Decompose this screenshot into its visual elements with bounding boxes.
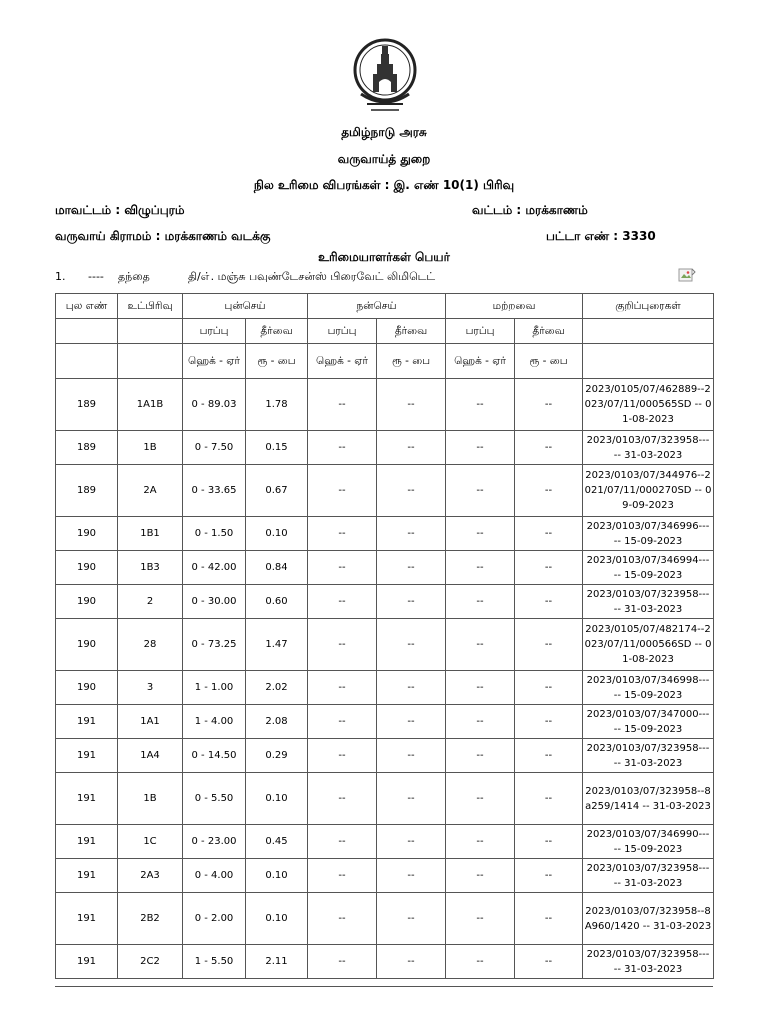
others-area-cell: -- <box>446 893 515 945</box>
subdivision-cell: 2C2 <box>118 945 183 979</box>
header-subdivision: உட்பிரிவு <box>118 294 183 319</box>
others-tax-cell: -- <box>515 431 583 465</box>
nansey-tax-cell: -- <box>377 825 446 859</box>
subdivision-cell: 1B3 <box>118 551 183 585</box>
others-area-cell: -- <box>446 825 515 859</box>
nansey-tax-cell: -- <box>377 517 446 551</box>
remarks-cell: 2023/0103/07/323958--- -- 31-03-2023 <box>583 585 714 619</box>
others-area-cell: -- <box>446 773 515 825</box>
nansey-area-cell: -- <box>308 379 377 431</box>
survey-number-cell: 191 <box>56 773 118 825</box>
survey-number-cell: 191 <box>56 859 118 893</box>
survey-number-cell: 191 <box>56 893 118 945</box>
unit-nansey-area: ஹெக் - ஏர் <box>308 344 377 379</box>
punsey-area-cell: 0 - 1.50 <box>183 517 246 551</box>
punsey-area-cell: 0 - 30.00 <box>183 585 246 619</box>
table-bottom-rule <box>55 986 713 987</box>
subdivision-cell: 1A4 <box>118 739 183 773</box>
subdivision-cell: 1A1B <box>118 379 183 431</box>
table-header-row <box>56 294 714 319</box>
nansey-tax-cell: -- <box>377 671 446 705</box>
header-others-area: பரப்பு <box>446 319 515 344</box>
nansey-tax-cell: -- <box>377 773 446 825</box>
header-punsey-area: பரப்பு <box>183 319 246 344</box>
remarks-cell: 2023/0103/07/346994--- -- 15-09-2023 <box>583 551 714 585</box>
header-nansey-area: பரப்பு <box>308 319 377 344</box>
table-row <box>56 773 714 825</box>
header-nansey: நன்செய் <box>308 294 446 319</box>
remarks-cell: 2023/0103/07/346996--- -- 15-09-2023 <box>583 517 714 551</box>
table-row <box>56 705 714 739</box>
nansey-tax-cell: -- <box>377 859 446 893</box>
remarks-cell: 2023/0103/07/323958--- -- 31-03-2023 <box>583 859 714 893</box>
punsey-area-cell: 0 - 2.00 <box>183 893 246 945</box>
remarks-cell: 2023/0103/07/323958--- -- 31-03-2023 <box>583 739 714 773</box>
nansey-area-cell: -- <box>308 465 377 517</box>
nansey-area-cell: -- <box>308 893 377 945</box>
empty-cell <box>56 344 118 379</box>
punsey-area-cell: 0 - 89.03 <box>183 379 246 431</box>
others-area-cell: -- <box>446 945 515 979</box>
others-tax-cell: -- <box>515 619 583 671</box>
nansey-tax-cell: -- <box>377 739 446 773</box>
punsey-area-cell: 1 - 5.50 <box>183 945 246 979</box>
remarks-cell: 2023/0103/07/346998--- -- 15-09-2023 <box>583 671 714 705</box>
nansey-area-cell: -- <box>308 705 377 739</box>
punsey-tax-cell: 2.02 <box>246 671 308 705</box>
punsey-tax-cell: 0.10 <box>246 773 308 825</box>
others-tax-cell: -- <box>515 517 583 551</box>
punsey-area-cell: 0 - 7.50 <box>183 431 246 465</box>
table-row <box>56 825 714 859</box>
nansey-area-cell: -- <box>308 945 377 979</box>
table-row <box>56 431 714 465</box>
survey-number-cell: 191 <box>56 945 118 979</box>
nansey-tax-cell: -- <box>377 619 446 671</box>
punsey-tax-cell: 2.11 <box>246 945 308 979</box>
punsey-area-cell: 0 - 5.50 <box>183 773 246 825</box>
header-survey-number: புல எண் <box>56 294 118 319</box>
government-heading: தமிழ்நாடு அரசு <box>341 125 427 139</box>
patta-number-label: பட்டா எண் : 3330 <box>546 229 656 243</box>
broken-image-icon <box>678 268 696 284</box>
remarks-cell: 2023/0103/07/323958--8a259/1414 -- 31-03-2023 <box>583 773 714 825</box>
document-title: நில உரிமை விபரங்கள் : இ. எண் 10(1) பிரிவு <box>253 178 515 192</box>
nansey-tax-cell: -- <box>377 705 446 739</box>
punsey-tax-cell: 0.15 <box>246 431 308 465</box>
others-area-cell: -- <box>446 739 515 773</box>
punsey-area-cell: 1 - 1.00 <box>183 671 246 705</box>
nansey-area-cell: -- <box>308 825 377 859</box>
table-row <box>56 859 714 893</box>
others-area-cell: -- <box>446 465 515 517</box>
tamil-nadu-emblem-logo <box>351 34 419 120</box>
header-punsey-tax: தீர்வை <box>246 319 308 344</box>
table-row <box>56 379 714 431</box>
table-row <box>56 465 714 517</box>
others-tax-cell: -- <box>515 465 583 517</box>
others-area-cell: -- <box>446 619 515 671</box>
table-row <box>56 517 714 551</box>
others-tax-cell: -- <box>515 379 583 431</box>
others-area-cell: -- <box>446 705 515 739</box>
others-area-cell: -- <box>446 671 515 705</box>
others-area-cell: -- <box>446 379 515 431</box>
nansey-tax-cell: -- <box>377 465 446 517</box>
punsey-tax-cell: 0.10 <box>246 517 308 551</box>
empty-cell <box>583 319 714 344</box>
nansey-area-cell: -- <box>308 739 377 773</box>
land-records-table <box>55 293 714 979</box>
survey-number-cell: 190 <box>56 517 118 551</box>
district-label: மாவட்டம் : விழுப்புரம் <box>55 203 185 217</box>
punsey-area-cell: 0 - 33.65 <box>183 465 246 517</box>
empty-cell <box>118 344 183 379</box>
table-row <box>56 671 714 705</box>
owner-dash: ---- <box>88 270 104 283</box>
unit-others-tax: ரூ - பை <box>515 344 583 379</box>
survey-number-cell: 190 <box>56 619 118 671</box>
nansey-area-cell: -- <box>308 431 377 465</box>
nansey-tax-cell: -- <box>377 585 446 619</box>
table-subheader-row <box>56 319 714 344</box>
remarks-cell: 2023/0103/07/346990--- -- 15-09-2023 <box>583 825 714 859</box>
subdivision-cell: 3 <box>118 671 183 705</box>
others-tax-cell: -- <box>515 893 583 945</box>
remarks-cell: 2023/0103/07/344976--2021/07/11/000270SD -- 09-09-2023 <box>583 465 714 517</box>
others-area-cell: -- <box>446 859 515 893</box>
remarks-cell: 2023/0105/07/482174--2023/07/11/000566SD -- 01-08-2023 <box>583 619 714 671</box>
punsey-tax-cell: 0.29 <box>246 739 308 773</box>
table-units-row <box>56 344 714 379</box>
punsey-tax-cell: 0.45 <box>246 825 308 859</box>
others-tax-cell: -- <box>515 551 583 585</box>
subdivision-cell: 2 <box>118 585 183 619</box>
table-row <box>56 739 714 773</box>
subdivision-cell: 1C <box>118 825 183 859</box>
others-tax-cell: -- <box>515 945 583 979</box>
survey-number-cell: 191 <box>56 705 118 739</box>
owner-relation: தந்தை <box>118 270 150 283</box>
unit-punsey-area: ஹெக் - ஏர் <box>183 344 246 379</box>
owner-name: தி/எ். மஞ்சு பவுண்டேசன்ஸ் பிரைவேட் லிமிடெட் <box>188 270 436 283</box>
table-row <box>56 585 714 619</box>
table-row <box>56 945 714 979</box>
others-tax-cell: -- <box>515 773 583 825</box>
others-area-cell: -- <box>446 551 515 585</box>
punsey-tax-cell: 0.10 <box>246 859 308 893</box>
others-area-cell: -- <box>446 517 515 551</box>
empty-cell <box>56 319 118 344</box>
punsey-tax-cell: 0.60 <box>246 585 308 619</box>
subdivision-cell: 2B2 <box>118 893 183 945</box>
survey-number-cell: 191 <box>56 739 118 773</box>
nansey-area-cell: -- <box>308 671 377 705</box>
unit-nansey-tax: ரூ - பை <box>377 344 446 379</box>
survey-number-cell: 191 <box>56 825 118 859</box>
punsey-area-cell: 0 - 23.00 <box>183 825 246 859</box>
others-tax-cell: -- <box>515 705 583 739</box>
others-area-cell: -- <box>446 585 515 619</box>
subdivision-cell: 1B <box>118 773 183 825</box>
punsey-tax-cell: 1.78 <box>246 379 308 431</box>
survey-number-cell: 190 <box>56 551 118 585</box>
survey-number-cell: 190 <box>56 585 118 619</box>
nansey-area-cell: -- <box>308 551 377 585</box>
survey-number-cell: 190 <box>56 671 118 705</box>
survey-number-cell: 189 <box>56 431 118 465</box>
header-punsey: புன்செய் <box>183 294 308 319</box>
unit-others-area: ஹெக் - ஏர் <box>446 344 515 379</box>
remarks-cell: 2023/0103/07/323958--8A960/1420 -- 31-03-2023 <box>583 893 714 945</box>
others-tax-cell: -- <box>515 739 583 773</box>
others-tax-cell: -- <box>515 825 583 859</box>
nansey-area-cell: -- <box>308 859 377 893</box>
others-tax-cell: -- <box>515 585 583 619</box>
remarks-cell: 2023/0103/07/347000--- -- 15-09-2023 <box>583 705 714 739</box>
nansey-tax-cell: -- <box>377 945 446 979</box>
taluk-label: வட்டம் : மரக்காணம் <box>472 203 588 217</box>
remarks-cell: 2023/0105/07/462889--2023/07/11/000565SD -- 01-08-2023 <box>583 379 714 431</box>
punsey-area-cell: 0 - 73.25 <box>183 619 246 671</box>
nansey-tax-cell: -- <box>377 893 446 945</box>
nansey-tax-cell: -- <box>377 431 446 465</box>
owner-serial: 1. <box>55 270 66 283</box>
survey-number-cell: 189 <box>56 465 118 517</box>
table-row <box>56 551 714 585</box>
punsey-tax-cell: 0.67 <box>246 465 308 517</box>
subdivision-cell: 2A3 <box>118 859 183 893</box>
village-label: வருவாய் கிராமம் : மரக்காணம் வடக்கு <box>55 229 271 243</box>
table-row <box>56 893 714 945</box>
punsey-area-cell: 1 - 4.00 <box>183 705 246 739</box>
nansey-tax-cell: -- <box>377 379 446 431</box>
remarks-cell: 2023/0103/07/323958--- -- 31-03-2023 <box>583 431 714 465</box>
punsey-area-cell: 0 - 4.00 <box>183 859 246 893</box>
punsey-tax-cell: 0.84 <box>246 551 308 585</box>
table-row <box>56 619 714 671</box>
survey-number-cell: 189 <box>56 379 118 431</box>
punsey-tax-cell: 0.10 <box>246 893 308 945</box>
nansey-area-cell: -- <box>308 773 377 825</box>
subdivision-cell: 2A <box>118 465 183 517</box>
unit-punsey-tax: ரூ - பை <box>246 344 308 379</box>
others-tax-cell: -- <box>515 859 583 893</box>
punsey-area-cell: 0 - 14.50 <box>183 739 246 773</box>
punsey-tax-cell: 2.08 <box>246 705 308 739</box>
subdivision-cell: 28 <box>118 619 183 671</box>
subdivision-cell: 1B1 <box>118 517 183 551</box>
subdivision-cell: 1B <box>118 431 183 465</box>
nansey-area-cell: -- <box>308 517 377 551</box>
header-remarks: குறிப்புரைகள் <box>583 294 714 319</box>
department-heading: வருவாய்த் துறை <box>337 152 431 166</box>
others-area-cell: -- <box>446 431 515 465</box>
header-others: மற்றவை <box>446 294 583 319</box>
nansey-tax-cell: -- <box>377 551 446 585</box>
empty-cell <box>583 344 714 379</box>
remarks-cell: 2023/0103/07/323958--- -- 31-03-2023 <box>583 945 714 979</box>
empty-cell <box>118 319 183 344</box>
owners-heading: உரிமையாளர்கள் பெயர் <box>318 250 450 264</box>
nansey-area-cell: -- <box>308 585 377 619</box>
header-others-tax: தீர்வை <box>515 319 583 344</box>
others-tax-cell: -- <box>515 671 583 705</box>
punsey-area-cell: 0 - 42.00 <box>183 551 246 585</box>
subdivision-cell: 1A1 <box>118 705 183 739</box>
header-nansey-tax: தீர்வை <box>377 319 446 344</box>
nansey-area-cell: -- <box>308 619 377 671</box>
punsey-tax-cell: 1.47 <box>246 619 308 671</box>
